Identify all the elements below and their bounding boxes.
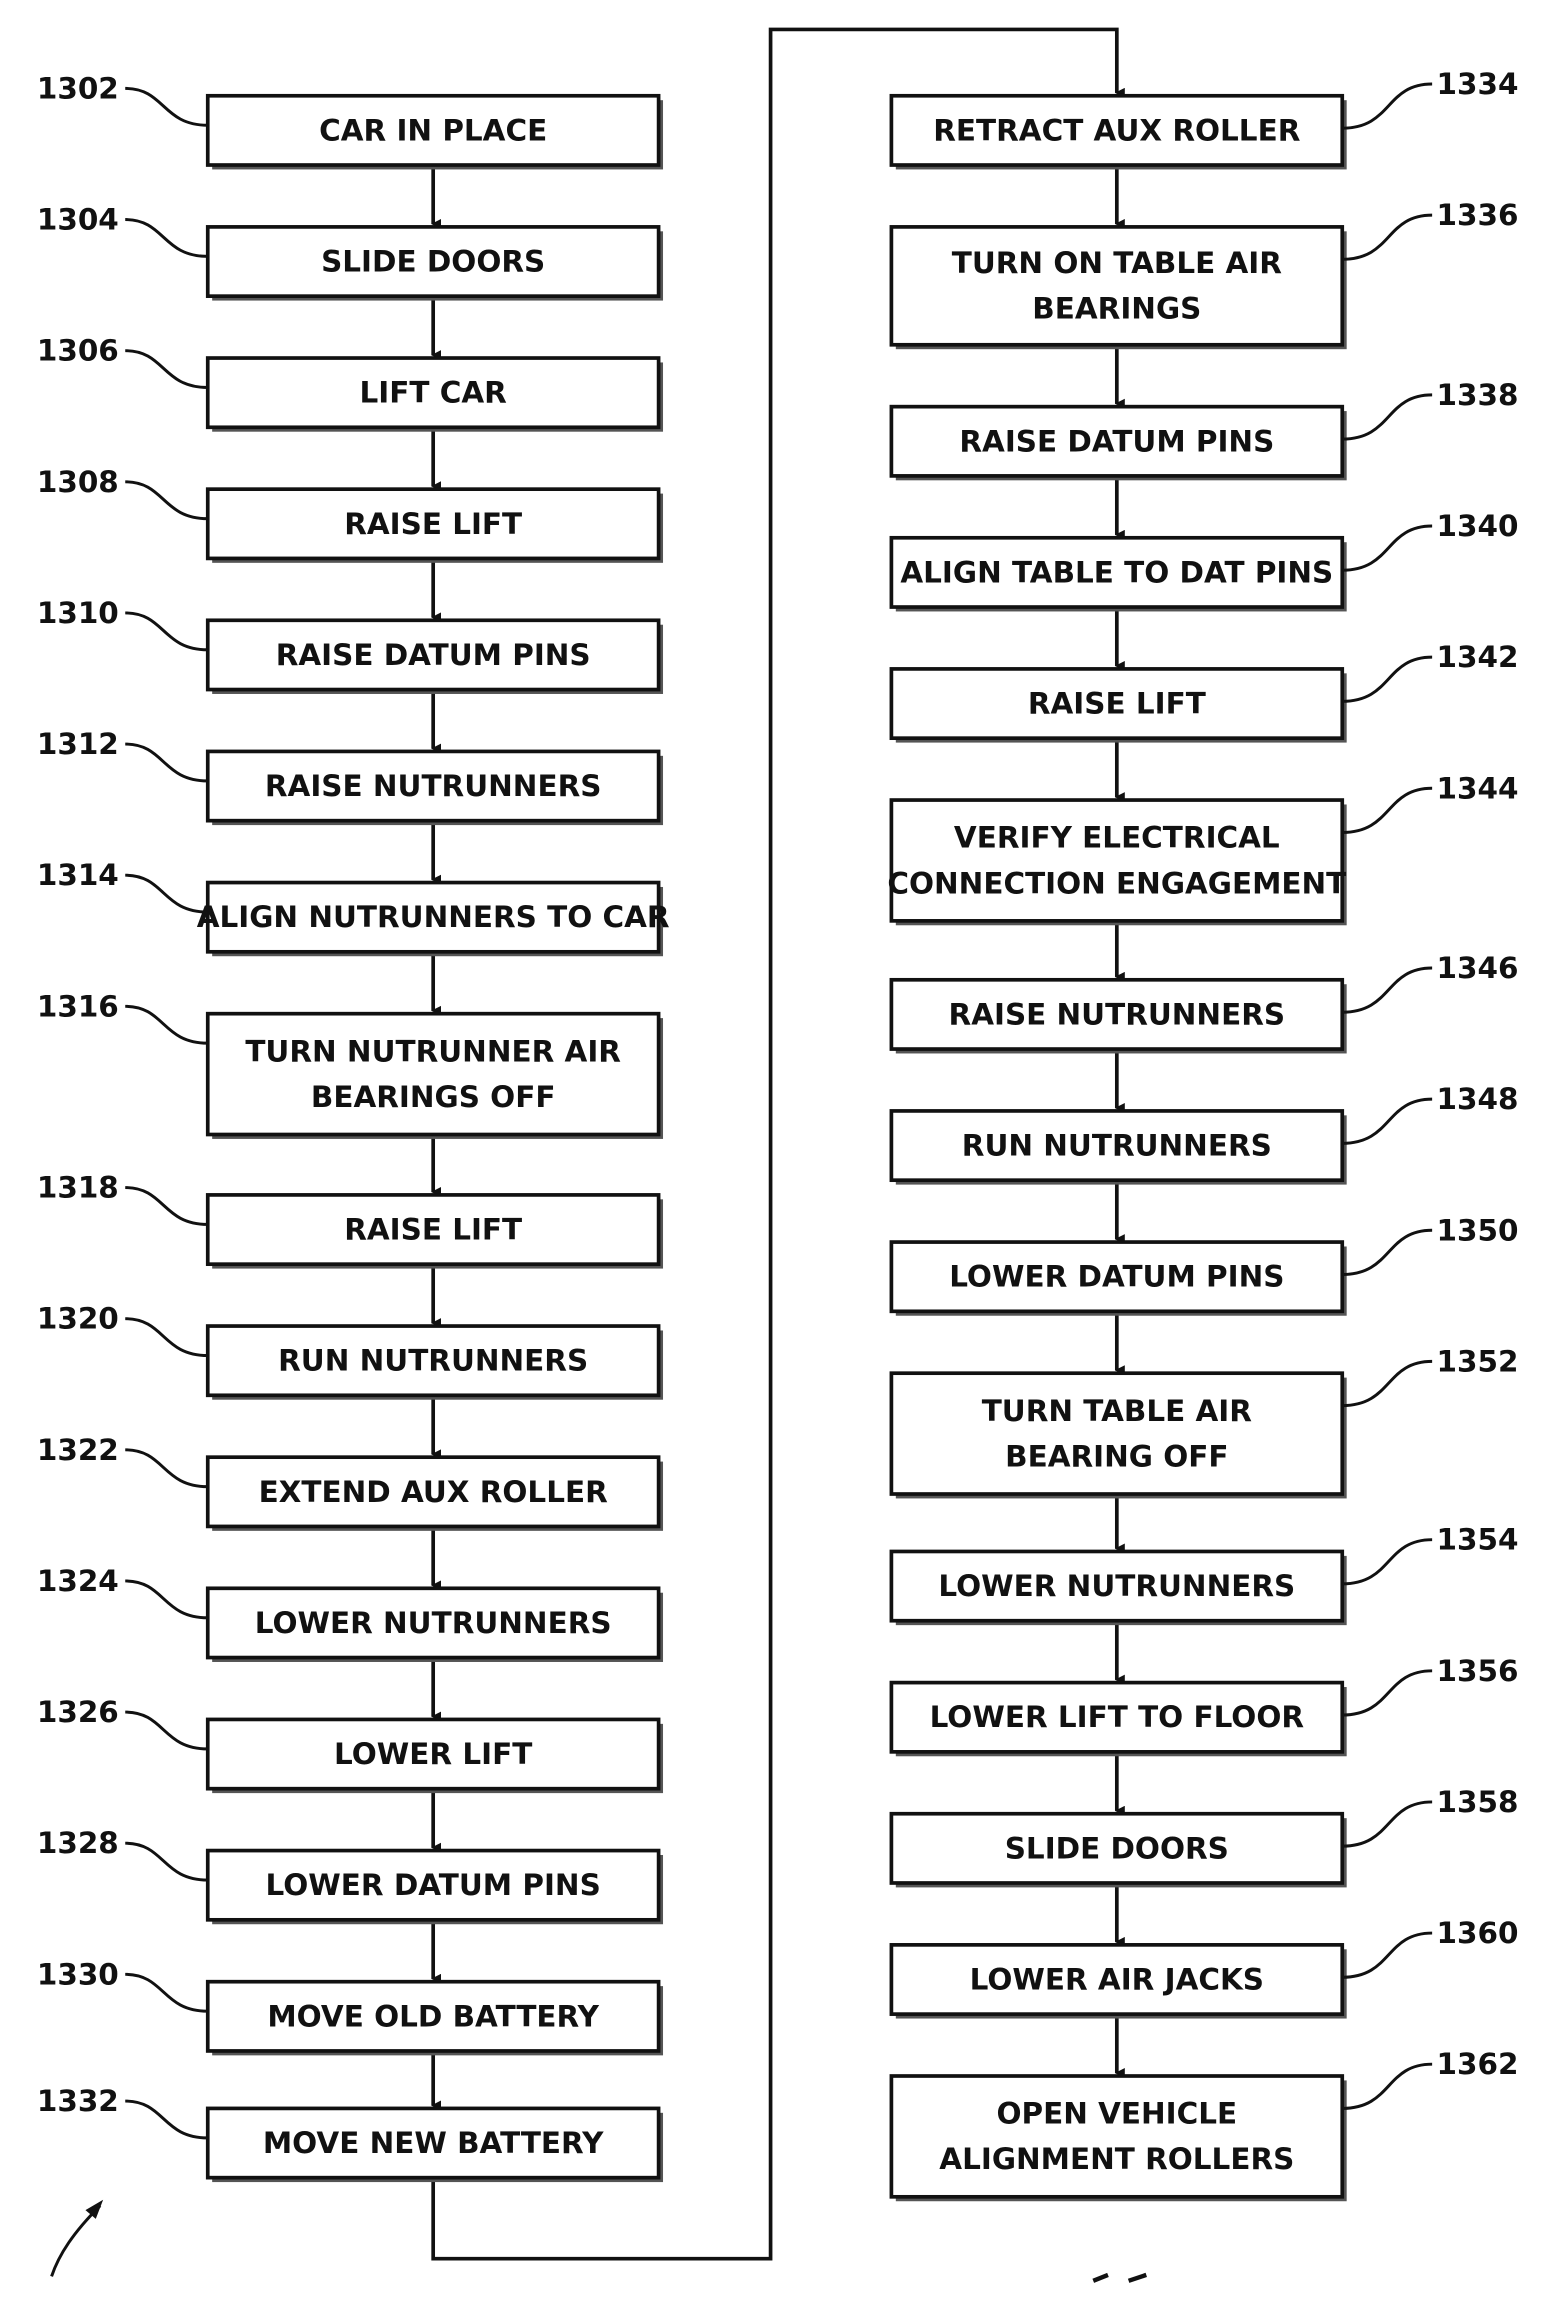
reference-numeral-label: 1310 — [36, 595, 119, 630]
reference-numeral-1358 — [1342, 1785, 1518, 1846]
reference-leader-line — [1342, 2064, 1432, 2108]
reference-leader-line — [1342, 1802, 1432, 1846]
reference-numeral-label: 1352 — [1436, 1344, 1519, 1379]
reference-numeral-1336 — [1342, 198, 1518, 259]
reference-numeral-1318 — [37, 1171, 208, 1225]
step-box-1340 — [891, 538, 1346, 612]
step-box-1314 — [197, 883, 670, 957]
step-box-1346 — [891, 980, 1346, 1054]
step-box-1322 — [208, 1457, 663, 1531]
step-box-1312 — [208, 751, 663, 825]
reference-numeral-1310 — [37, 596, 208, 650]
reference-leader-line — [1342, 215, 1432, 259]
reference-numeral-label: 1344 — [1436, 771, 1519, 806]
step-box-1328 — [208, 1851, 663, 1925]
step-label: TURN NUTRUNNER AIR — [245, 1034, 621, 1069]
step-box-frame — [891, 1373, 1342, 1494]
reference-numeral-1352 — [1342, 1344, 1518, 1405]
reference-numeral-label: 1356 — [1436, 1653, 1519, 1688]
step-label: LOWER LIFT TO FLOOR — [929, 1700, 1305, 1735]
reference-numeral-label: 1348 — [1436, 1082, 1519, 1117]
step-box-1310 — [208, 620, 663, 694]
reference-leader-line — [125, 1319, 208, 1356]
step-label: RAISE LIFT — [344, 506, 523, 541]
reference-numeral-1326 — [37, 1695, 208, 1749]
step-label: TURN TABLE AIR — [981, 1393, 1252, 1428]
step-label: BEARINGS — [1032, 291, 1202, 326]
step-label: RAISE LIFT — [344, 1212, 523, 1247]
step-label: RAISE DATUM PINS — [959, 424, 1275, 459]
reference-numeral-label: 1360 — [1436, 1916, 1519, 1951]
reference-numeral-label: 1320 — [36, 1301, 119, 1336]
reference-leader-line — [125, 1006, 208, 1043]
reference-leader-line — [1342, 1933, 1432, 1977]
step-box-1334 — [891, 96, 1346, 170]
step-box-1348 — [891, 1111, 1346, 1185]
step-box-1326 — [208, 1719, 663, 1793]
reference-numeral-1354 — [1342, 1523, 1518, 1584]
step-label: LOWER AIR JACKS — [969, 1962, 1265, 1997]
step-box-1352 — [891, 1373, 1346, 1498]
reference-numeral-label: 1306 — [36, 333, 119, 368]
step-box-1360 — [891, 1945, 1346, 2019]
reference-leader-line — [125, 1712, 208, 1749]
reference-leader-line — [125, 351, 208, 388]
step-label: RAISE NUTRUNNERS — [264, 769, 602, 804]
reference-numeral-label: 1332 — [36, 2084, 119, 2119]
reference-numeral-label: 1334 — [1436, 66, 1519, 101]
reference-numeral-label: 1350 — [1436, 1213, 1519, 1248]
reference-numeral-label: 1308 — [36, 464, 119, 499]
reference-leader-line — [1342, 526, 1432, 570]
step-box-1320 — [208, 1326, 663, 1400]
reference-leader-line — [1342, 788, 1432, 832]
reference-numeral-1306 — [37, 334, 208, 388]
step-label: LOWER NUTRUNNERS — [938, 1569, 1296, 1604]
step-label: ALIGN TABLE TO DAT PINS — [900, 555, 1334, 590]
reference-numeral-label: 1314 — [36, 858, 119, 893]
step-label: LOWER DATUM PINS — [265, 1868, 601, 1903]
reference-leader-line — [1342, 1099, 1432, 1143]
step-label: RETRACT AUX ROLLER — [933, 113, 1301, 148]
step-box-frame — [891, 2076, 1342, 2197]
step-label: BEARINGS OFF — [310, 1079, 556, 1114]
reference-numeral-1350 — [1342, 1213, 1518, 1274]
step-label: ALIGN NUTRUNNERS TO CAR — [196, 900, 670, 935]
reference-leader-line — [125, 1843, 208, 1880]
step-box-1318 — [208, 1195, 663, 1269]
reference-numeral-label: 1358 — [1436, 1784, 1519, 1819]
reference-numeral-1304 — [37, 203, 208, 257]
reference-leader-line — [1342, 84, 1432, 128]
step-box-1304 — [208, 227, 663, 301]
reference-numeral-label: 1328 — [36, 1826, 119, 1861]
step-box-1354 — [891, 1551, 1346, 1625]
step-label: MOVE OLD BATTERY — [267, 1999, 599, 2034]
reference-numeral-1344 — [1342, 771, 1518, 832]
reference-numeral-label: 1330 — [36, 1957, 119, 1992]
reference-numeral-1322 — [37, 1433, 208, 1487]
step-box-1324 — [208, 1588, 663, 1662]
reference-numeral-1340 — [1342, 509, 1518, 570]
step-label: EXTEND AUX ROLLER — [258, 1474, 608, 1509]
step-label: MOVE NEW BATTERY — [262, 2126, 604, 2161]
step-label: TURN ON TABLE AIR — [951, 245, 1282, 280]
reference-numeral-1356 — [1342, 1654, 1518, 1715]
reference-numeral-1316 — [37, 989, 208, 1043]
step-label: LOWER LIFT — [334, 1737, 533, 1772]
reference-numeral-1324 — [37, 1564, 208, 1618]
reference-numeral-1348 — [1342, 1082, 1518, 1143]
misc-layer — [52, 2200, 1147, 2281]
reference-leader-line — [1342, 1540, 1432, 1584]
reference-numeral-1360 — [1342, 1916, 1518, 1977]
reference-leader-line — [125, 220, 208, 257]
reference-numeral-label: 1326 — [36, 1695, 119, 1730]
reference-numeral-1342 — [1342, 640, 1518, 701]
reference-leader-line — [125, 744, 208, 781]
reference-numeral-1332 — [37, 2084, 208, 2138]
reference-leader-line — [125, 2101, 208, 2138]
step-label: RAISE LIFT — [1027, 686, 1206, 721]
reference-numeral-1320 — [37, 1302, 208, 1356]
reference-numeral-label: 1304 — [36, 202, 119, 237]
reference-leader-line — [1342, 657, 1432, 701]
reference-leader-line — [1342, 1230, 1432, 1274]
step-label: RUN NUTRUNNERS — [961, 1128, 1272, 1163]
step-label: OPEN VEHICLE — [996, 2096, 1238, 2131]
reference-numeral-1314 — [37, 858, 208, 912]
step-box-frame — [208, 1014, 659, 1135]
step-box-1342 — [891, 669, 1346, 743]
reference-numeral-label: 1354 — [1436, 1522, 1519, 1557]
step-box-1358 — [891, 1814, 1346, 1888]
reference-numeral-1362 — [1342, 2047, 1518, 2108]
step-box-1332 — [208, 2108, 663, 2182]
step-box-frame — [891, 227, 1342, 345]
reference-numeral-label: 1322 — [36, 1432, 119, 1467]
reference-leader-line — [125, 482, 208, 519]
step-box-1316 — [208, 1014, 663, 1139]
reference-numeral-label: 1362 — [1436, 2047, 1519, 2082]
step-label: CONNECTION ENGAGEMENT — [887, 866, 1347, 901]
reference-numeral-1328 — [37, 1826, 208, 1880]
figure-pointer-arrowhead — [85, 2200, 103, 2219]
step-label: RAISE NUTRUNNERS — [948, 997, 1286, 1032]
reference-numeral-label: 1302 — [36, 71, 119, 106]
step-box-frame — [891, 800, 1342, 921]
reference-leader-line — [125, 613, 208, 650]
reference-numeral-1334 — [1342, 67, 1518, 128]
reference-numeral-label: 1312 — [36, 727, 119, 762]
step-label: SLIDE DOORS — [1004, 1831, 1229, 1866]
step-label: VERIFY ELECTRICAL — [953, 820, 1280, 855]
reference-numeral-label: 1316 — [36, 989, 119, 1024]
reference-leader-line — [1342, 968, 1432, 1012]
reference-numeral-label: 1342 — [1436, 640, 1519, 675]
reference-numeral-1346 — [1342, 951, 1518, 1012]
reference-leader-line — [1342, 1671, 1432, 1715]
reference-numeral-1308 — [37, 465, 208, 519]
step-label: LOWER NUTRUNNERS — [254, 1605, 612, 1640]
step-label: RAISE DATUM PINS — [275, 637, 591, 672]
step-box-1336 — [891, 227, 1346, 349]
reference-leader-line — [125, 1974, 208, 2011]
reference-numeral-label: 1318 — [36, 1170, 119, 1205]
step-label: LOWER DATUM PINS — [949, 1259, 1285, 1294]
step-box-1356 — [891, 1683, 1346, 1757]
reference-numeral-label: 1336 — [1436, 198, 1519, 233]
cropped-figure-label-marks — [1093, 2275, 1146, 2281]
reference-numeral-1312 — [37, 727, 208, 781]
reference-leader-line — [125, 875, 208, 912]
reference-numeral-label: 1338 — [1436, 377, 1519, 412]
reference-leader-line — [1342, 395, 1432, 439]
reference-leader-line — [125, 1188, 208, 1225]
step-box-1302 — [208, 96, 663, 170]
reference-numeral-label: 1340 — [1436, 508, 1519, 543]
reference-numeral-1330 — [37, 1957, 208, 2011]
step-box-1330 — [208, 1982, 663, 2056]
step-box-1338 — [891, 407, 1346, 481]
reference-leader-line — [125, 1450, 208, 1487]
step-label: ALIGNMENT ROLLERS — [939, 2142, 1295, 2177]
step-box-1344 — [887, 800, 1346, 925]
step-label: RUN NUTRUNNERS — [278, 1343, 589, 1378]
step-label: LIFT CAR — [359, 375, 507, 410]
reference-numeral-1302 — [37, 71, 208, 125]
reference-leader-line — [125, 1581, 208, 1618]
step-box-1306 — [208, 358, 663, 432]
reference-numeral-label: 1324 — [36, 1563, 119, 1598]
step-box-1350 — [891, 1242, 1346, 1316]
reference-leader-line — [125, 88, 208, 125]
step-label: BEARING OFF — [1005, 1439, 1229, 1474]
step-box-1362 — [891, 2076, 1346, 2201]
step-label: SLIDE DOORS — [321, 244, 546, 279]
reference-leader-line — [1342, 1361, 1432, 1405]
step-label: CAR IN PLACE — [319, 113, 548, 148]
step-box-1308 — [208, 489, 663, 563]
reference-numeral-1338 — [1342, 378, 1518, 439]
reference-numeral-label: 1346 — [1436, 951, 1519, 986]
